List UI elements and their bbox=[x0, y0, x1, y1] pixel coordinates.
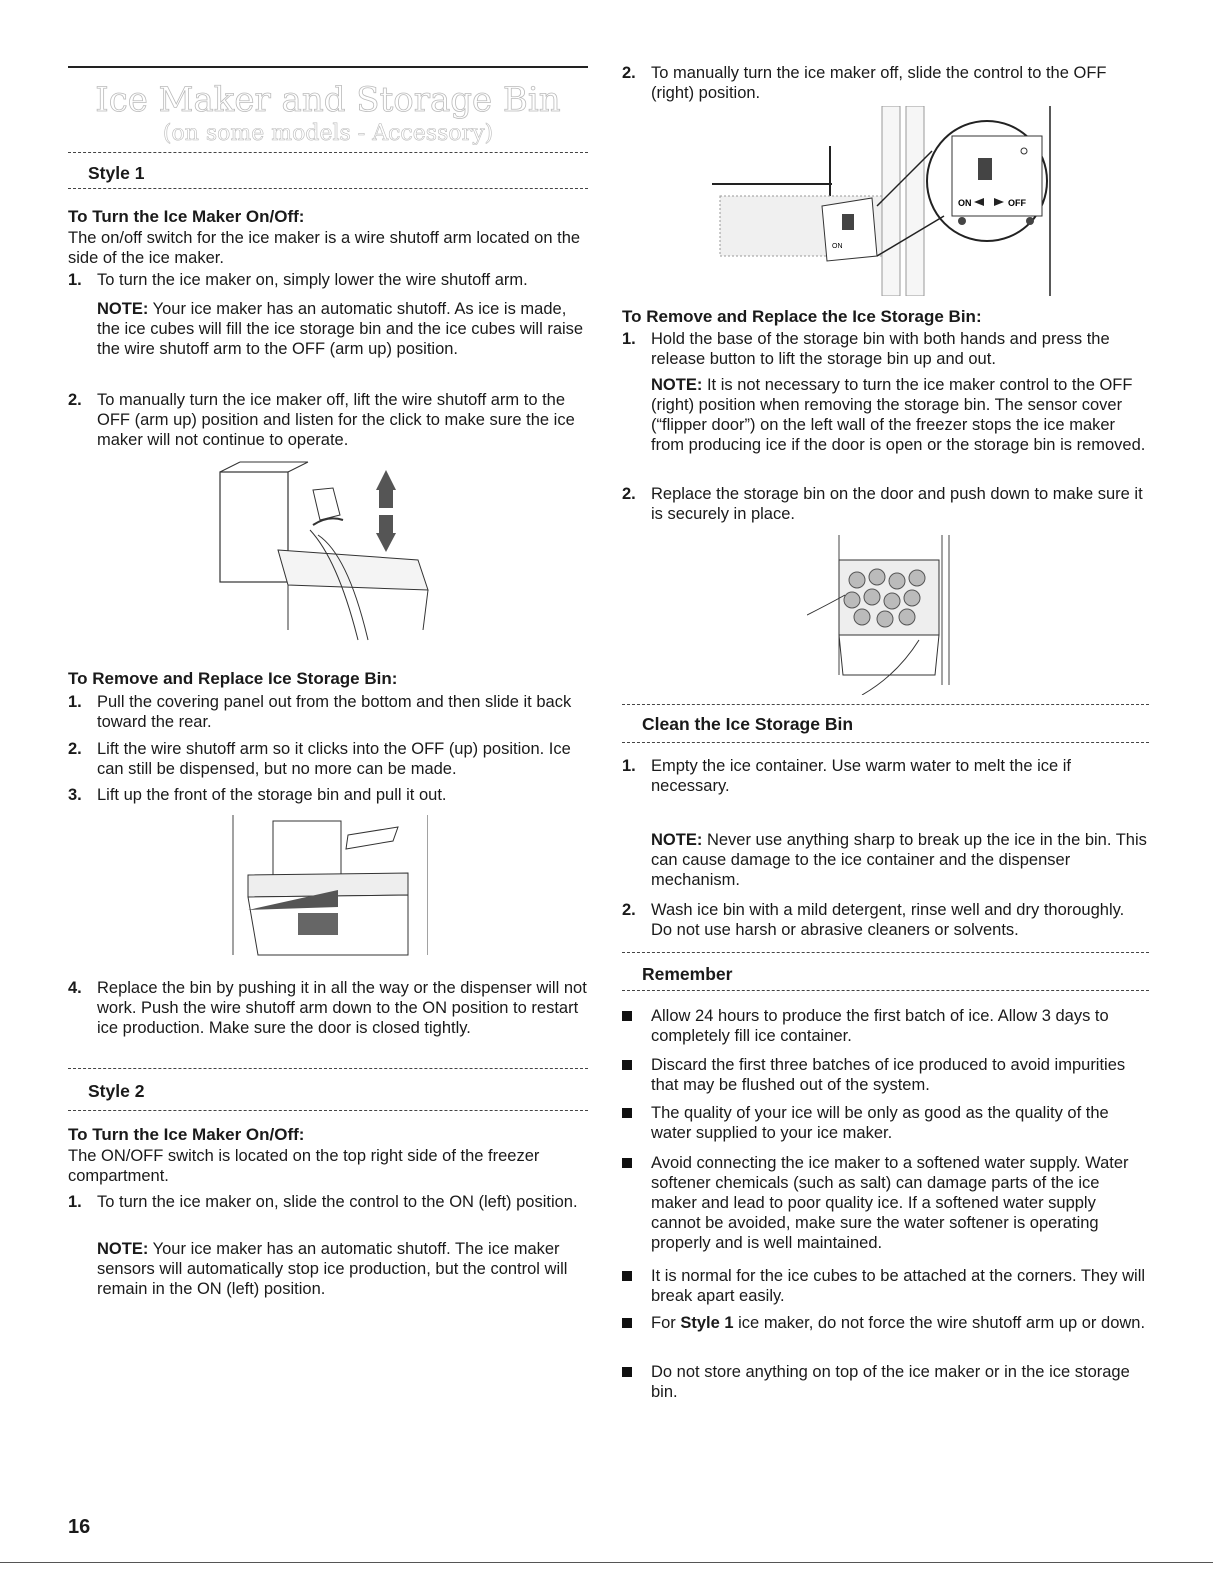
clean-rule-top bbox=[622, 704, 1149, 705]
door-storage-bin-illustration bbox=[807, 535, 957, 695]
style2-label: Style 2 bbox=[88, 1081, 145, 1101]
style2-rule-bottom bbox=[68, 1110, 588, 1111]
note-text: Your ice maker has an automatic shutoff. The ice maker sensors will automatically stop ice production, but the control will remain in the ON (left) position. bbox=[97, 1240, 568, 1298]
clean-c1-number: 1. bbox=[622, 757, 636, 775]
style1-r3-text: Lift up the front of the storage bin and pull it out. bbox=[97, 786, 447, 804]
note-text: Never use anything sharp to break up the ice in the bin. This can cause damage to the ice container and the dispenser mechanism. bbox=[651, 831, 1147, 889]
style2-r1-number: 1. bbox=[622, 330, 636, 348]
remember-rule-bottom bbox=[622, 990, 1149, 991]
remember-item-6-bold: Style 1 bbox=[680, 1314, 734, 1332]
note-label: NOTE: bbox=[97, 1240, 149, 1258]
note-text: It is not necessary to turn the ice maker control to the OFF (right) position when removing the storage bin. The sensor cover (“flipper door”) on the left wall of the freezer stops the ice maker from producing ice if the door is open or the storage bin is removed. bbox=[651, 376, 1146, 454]
style1-remove-heading: To Remove and Replace Ice Storage Bin: bbox=[68, 669, 398, 688]
style1-r1-text: Pull the covering panel out from the bottom and then slide it back toward the rear. bbox=[97, 693, 572, 731]
header-rule bbox=[68, 66, 588, 68]
style1-r1-number: 1. bbox=[68, 693, 82, 711]
section-subtitle: (on some models - Accessory) bbox=[162, 121, 494, 146]
style1-onoff-intro: The on/off switch for the ice maker is a wire shutoff arm located on the side of the ice maker. bbox=[68, 229, 581, 267]
style1-step1-note bbox=[97, 299, 588, 359]
style2-step1-text: To turn the ice maker on, slide the control to the ON (left) position. bbox=[97, 1193, 578, 1211]
clean-title: Clean the Ice Storage Bin bbox=[642, 714, 854, 734]
section-title: Ice Maker and Storage Bin bbox=[95, 80, 561, 120]
style2-r2-text: Replace the storage bin on the door and push down to make sure it is securely in place. bbox=[651, 485, 1143, 523]
remember-item-3: The quality of your ice will be only as good as the quality of the water supplied to your ice maker. bbox=[651, 1104, 1109, 1142]
remember-item-7: Do not store anything on top of the ice maker or in the ice storage bin. bbox=[651, 1363, 1130, 1401]
style1-label: Style 1 bbox=[88, 163, 145, 183]
clean-c2-number: 2. bbox=[622, 901, 636, 919]
bullet-icon bbox=[622, 1318, 632, 1328]
style1-rule-bottom bbox=[68, 188, 588, 189]
note-label: NOTE: bbox=[651, 831, 703, 849]
style2-step1-note bbox=[97, 1239, 588, 1299]
switch-label-off: OFF bbox=[1008, 198, 1026, 208]
remember-item-2: Discard the first three batches of ice produced to avoid impurities that may be flushed out of the system. bbox=[651, 1056, 1126, 1094]
style2-remove-heading: To Remove and Replace the Ice Storage Bin: bbox=[622, 307, 982, 326]
bullet-icon bbox=[622, 1367, 632, 1377]
style2-r2-number: 2. bbox=[622, 485, 636, 503]
style2-r1-note bbox=[651, 375, 1149, 455]
style1-r2-text: Lift the wire shutoff arm so it clicks into the OFF (up) position. Ice can still be dispensed, but no more can be made. bbox=[97, 740, 571, 778]
style2-r1-text: Hold the base of the storage bin with both hands and press the release button to lift the storage bin up and out. bbox=[651, 330, 1110, 368]
remember-item-6-pre: For bbox=[651, 1314, 676, 1332]
style1-step1-number: 1. bbox=[68, 271, 82, 289]
remember-item-6 bbox=[651, 1313, 1149, 1333]
clean-c2-text: Wash ice bin with a mild detergent, rinse well and dry thoroughly. Do not use harsh or abrasive cleaners or solvents. bbox=[651, 901, 1125, 939]
style1-step2-text: To manually turn the ice maker off, lift the wire shutoff arm to the OFF (arm up) position and listen for the click to make sure the ice maker will not continue to operate. bbox=[97, 391, 575, 449]
style1-r3-number: 3. bbox=[68, 786, 82, 804]
clean-c1-text: Empty the ice container. Use warm water to melt the ice if necessary. bbox=[651, 757, 1072, 795]
style1-onoff-heading: To Turn the Ice Maker On/Off: bbox=[68, 207, 305, 226]
clean-rule-bottom bbox=[622, 742, 1149, 743]
bullet-icon bbox=[622, 1108, 632, 1118]
style1-r4-number: 4. bbox=[68, 979, 82, 997]
style1-rule-top bbox=[68, 152, 588, 153]
bullet-icon bbox=[622, 1060, 632, 1070]
style2-step2-number: 2. bbox=[622, 64, 636, 82]
ice-maker-wire-arm-illustration bbox=[218, 460, 458, 650]
style1-r2-number: 2. bbox=[68, 740, 82, 758]
bullet-icon bbox=[622, 1011, 632, 1021]
bullet-icon bbox=[622, 1271, 632, 1281]
remember-item-6-post: ice maker, do not force the wire shutoff arm up or down. bbox=[738, 1314, 1146, 1332]
remember-item-1: Allow 24 hours to produce the first batch of ice. Allow 3 days to completely fill ice container. bbox=[651, 1007, 1109, 1045]
note-label: NOTE: bbox=[651, 376, 703, 394]
style2-onoff-intro: The ON/OFF switch is located on the top right side of the freezer compartment. bbox=[68, 1147, 540, 1185]
style2-step2-text: To manually turn the ice maker off, slide the control to the OFF (right) position. bbox=[651, 64, 1107, 102]
style2-onoff-heading: To Turn the Ice Maker On/Off: bbox=[68, 1125, 305, 1144]
remember-title: Remember bbox=[642, 964, 733, 984]
remember-item-4: Avoid connecting the ice maker to a softened water supply. Water softener chemicals (such as salt) can damage parts of the ice maker and lead to poor quality ice. If a softened water supply cannot be avoided, make sure the water softener is operating properly and is well maintained. bbox=[651, 1154, 1129, 1252]
style2-rule-top bbox=[68, 1068, 588, 1069]
bullet-icon bbox=[622, 1158, 632, 1168]
footer-rule bbox=[0, 1562, 1213, 1563]
remember-item-5: It is normal for the ice cubes to be attached at the corners. They will break apart easily. bbox=[651, 1267, 1146, 1305]
clean-c1-note bbox=[651, 830, 1149, 890]
remember-rule-top bbox=[622, 952, 1149, 953]
ice-maker-switch-illustration bbox=[712, 106, 1052, 296]
note-text: Your ice maker has an automatic shutoff. As ice is made, the ice cubes will fill the ice storage bin and the ice cubes will raise the wire shutoff arm to the OFF (arm up) position. bbox=[97, 300, 584, 358]
page-number: 16 bbox=[68, 1516, 91, 1538]
switch-label-on: ON bbox=[958, 198, 972, 208]
switch-label-small: ON bbox=[832, 243, 843, 250]
style2-step1-number: 1. bbox=[68, 1193, 82, 1211]
storage-bin-removal-illustration bbox=[228, 815, 428, 960]
style1-r4-text: Replace the bin by pushing it in all the way or the dispenser will not work. Push the wire shutoff arm down to the ON position to restart ice production. Make sure the door is closed tightly. bbox=[97, 979, 587, 1037]
style1-step1-text: To turn the ice maker on, simply lower the wire shutoff arm. bbox=[97, 271, 528, 289]
style1-step2-number: 2. bbox=[68, 391, 82, 409]
note-label: NOTE: bbox=[97, 300, 149, 318]
